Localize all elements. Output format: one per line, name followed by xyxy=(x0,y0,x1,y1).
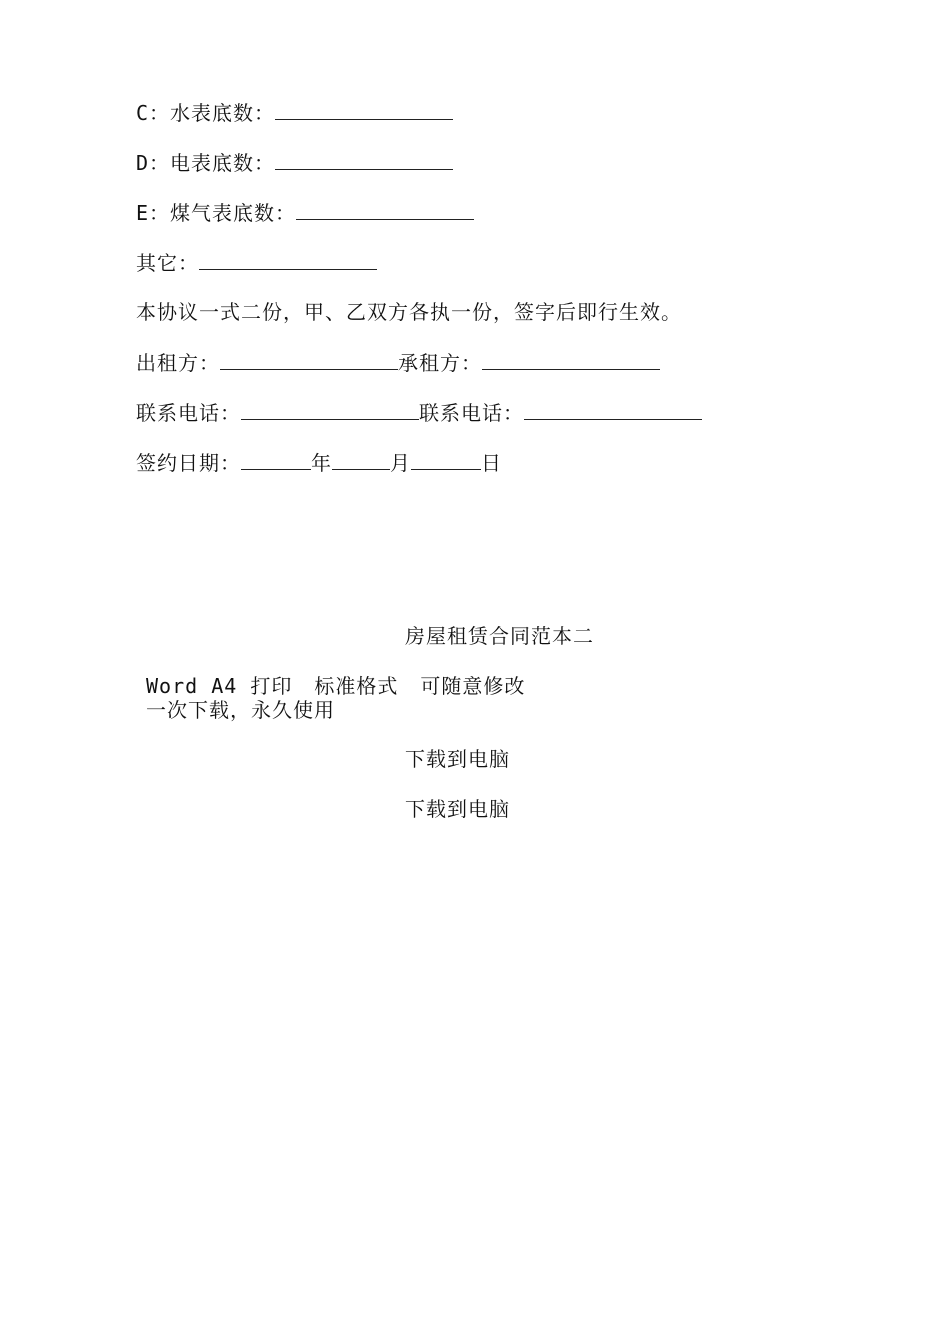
promo-line-1 xyxy=(146,673,525,699)
water-meter-blank xyxy=(275,99,453,120)
section-title: 房屋租赁合同范本二 xyxy=(405,624,594,648)
water-meter-label: C：水表底数： xyxy=(136,101,276,125)
day-label: 日 xyxy=(481,451,502,475)
lessee-label: 承租方： xyxy=(398,351,482,375)
agreement-statement xyxy=(136,299,682,325)
year-label: 年 xyxy=(311,451,332,475)
other-line xyxy=(136,249,377,276)
month-blank xyxy=(332,449,390,470)
lessee-phone-blank xyxy=(524,399,702,420)
sign-date-line xyxy=(136,449,502,476)
electric-meter-line xyxy=(136,149,453,176)
electric-meter-blank xyxy=(275,149,453,170)
month-label: 月 xyxy=(390,451,411,475)
parties-line xyxy=(136,349,660,376)
download-link-2[interactable]: 下载到电脑 xyxy=(405,797,510,821)
promo-print: Word A4 打印 xyxy=(146,674,293,698)
water-meter-line xyxy=(136,99,453,126)
year-blank xyxy=(241,449,311,470)
lessor-label: 出租方： xyxy=(136,351,220,375)
sign-date-label: 签约日期： xyxy=(136,451,241,475)
promo-line-2: 一次下载，永久使用 xyxy=(146,698,335,722)
download-link-1[interactable]: 下载到电脑 xyxy=(405,747,510,771)
other-blank xyxy=(199,249,377,270)
lessor-blank xyxy=(220,349,398,370)
lessor-phone-label: 联系电话： xyxy=(136,401,241,425)
agreement-text: 本协议一式二份，甲、乙双方各执一份，签字后即行生效。 xyxy=(136,300,682,324)
lessee-phone-label: 联系电话： xyxy=(419,401,524,425)
lessee-blank xyxy=(482,349,660,370)
gas-meter-line xyxy=(136,199,474,226)
other-label: 其它： xyxy=(136,251,199,275)
gas-meter-blank xyxy=(296,199,474,220)
gas-meter-label: E：煤气表底数： xyxy=(136,201,297,225)
promo-edit: 可随意修改 xyxy=(420,674,526,698)
electric-meter-label: D：电表底数： xyxy=(136,151,276,175)
day-blank xyxy=(411,449,481,470)
phone-line xyxy=(136,399,702,426)
lessor-phone-blank xyxy=(241,399,419,420)
promo-format: 标准格式 xyxy=(314,674,399,698)
